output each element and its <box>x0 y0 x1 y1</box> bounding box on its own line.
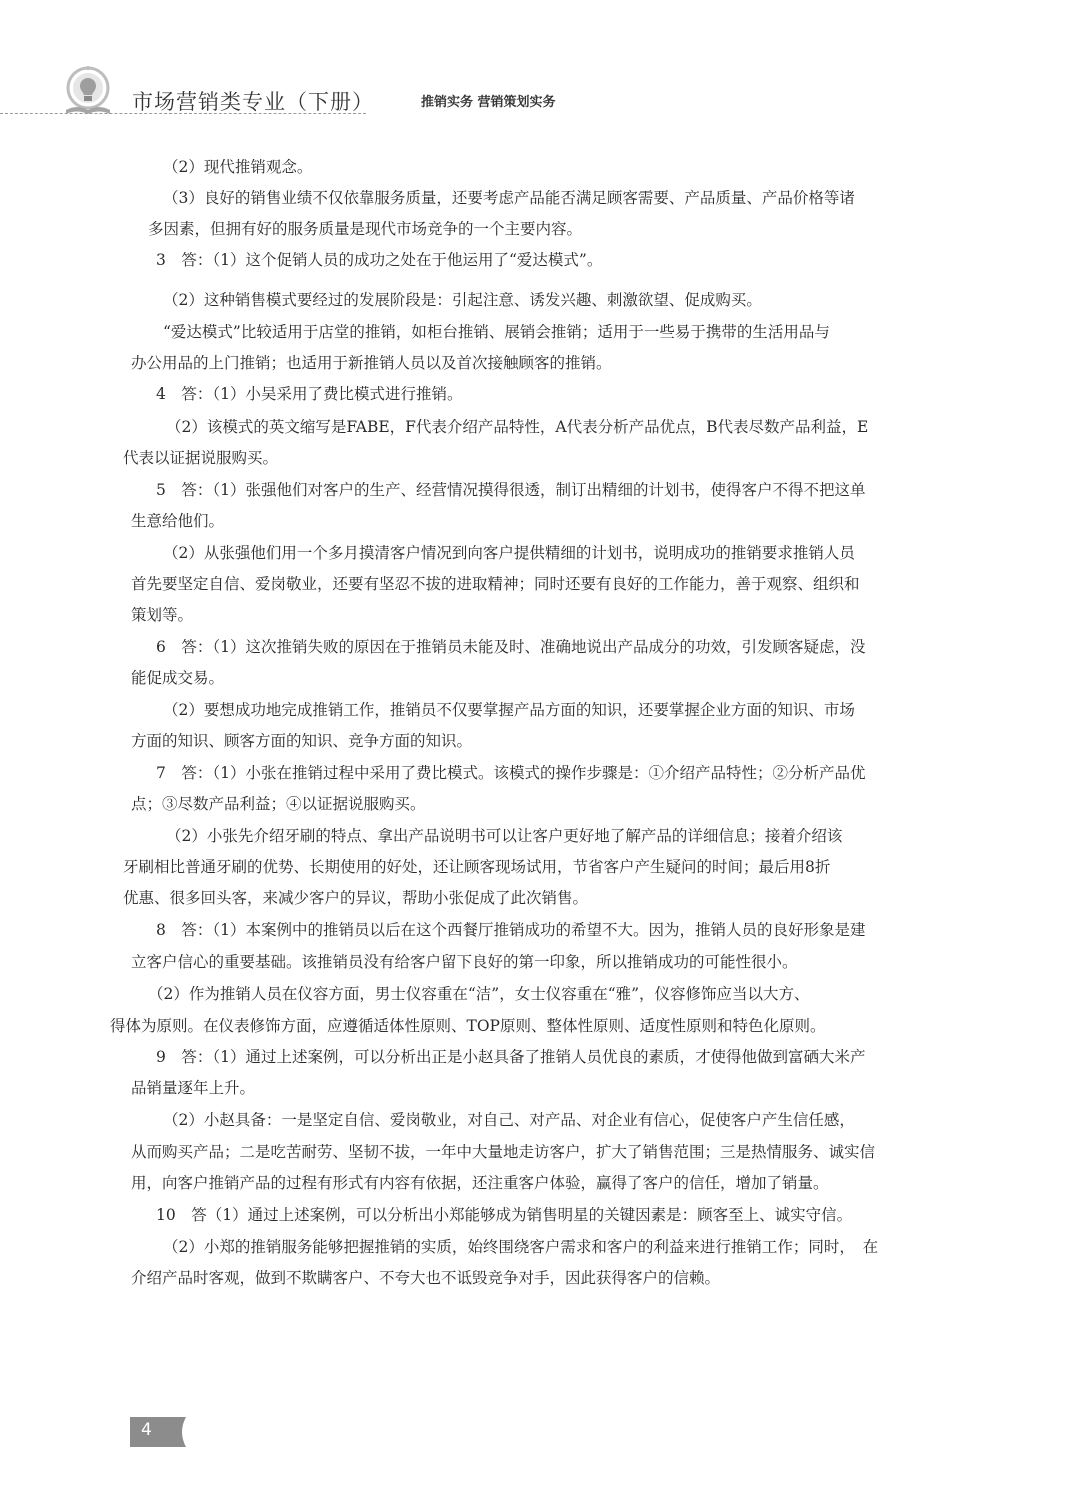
body-line: （2）小郑的推销服务能够把握推销的实质，始终围绕客户需求和客户的利益来进行推销工作；同时， 在 <box>163 1238 879 1256</box>
book-subtitle: 推销实务 营销策划实务 <box>421 95 556 110</box>
body-line: 生意给他们。 <box>131 512 225 530</box>
body-line: 首先要坚定自信、爱岗敬业，还要有坚忍不拔的进取精神；同时还要有良好的工作能力，善于观察、组织和 <box>131 575 860 593</box>
body-line: 6 答：（1）这次推销失败的原因在于推销员未能及时、准确地说出产品成分的功效，引发顾客疑虑，没 <box>156 638 866 656</box>
header-divider <box>0 113 366 114</box>
body-line: 方面的知识、顾客方面的知识、竞争方面的知识。 <box>131 732 473 750</box>
body-line: “爱达模式”比较适用于店堂的推销，如柜台推销、展销会推销；适用于一些易于携带的生活用品与 <box>163 323 830 341</box>
body-line: （2）该模式的英文缩写是FABE，F代表介绍产品特性，A代表分析产品优点，B代表尽数产品利益，E <box>166 418 869 436</box>
body-line: 得体为原则。在仪表修饰方面，应遵循适体性原则、TOP原则、整体性原则、适度性原则和特色化原则。 <box>110 1017 826 1035</box>
body-line: 品销量逐年上升。 <box>131 1079 256 1097</box>
body-line: 点；③尽数产品利益；④以证据说服购买。 <box>131 795 426 813</box>
body-line: 代表以证据说服购买。 <box>123 449 279 467</box>
body-line: （2）从张强他们用一个多月摸清客户情况到向客户提供精细的计划书，说明成功的推销要求推销人员 <box>163 544 855 562</box>
body-line: 从而购买产品；二是吃苦耐劳、坚韧不拔，一年中大量地走访客户，扩大了销售范围；三是热情服务、诚实信 <box>131 1143 876 1161</box>
page-header <box>54 62 556 120</box>
body-line: 能促成交易。 <box>131 669 225 687</box>
body-line: 4 答：（1）小吴采用了费比模式进行推销。 <box>156 385 463 403</box>
book-title: 市场营销类专业（下册） <box>132 90 374 114</box>
body-line: 3 答：（1）这个促销人员的成功之处在于他运用了“爱达模式”。 <box>156 251 603 269</box>
body-line: （2）这种销售模式要经过的发展阶段是：引起注意、诱发兴趣、刺激欲望、促成购买。 <box>163 291 762 309</box>
body-line: 用，向客户推销产品的过程有形式有内容有依据，还注重客户体验，赢得了客户的信任，增加了销量。 <box>131 1174 829 1192</box>
lightbulb-book-icon <box>60 66 116 118</box>
body-line: 优惠、很多回头客，来减少客户的异议，帮助小张促成了此次销售。 <box>123 889 589 907</box>
body-line: 牙刷相比普通牙刷的优势、长期使用的好处，还让顾客现场试用，节省客户产生疑问的时间；最后用8折 <box>123 858 831 876</box>
page-number-badge <box>128 1414 188 1450</box>
body-line: 策划等。 <box>131 606 194 624</box>
body-line: 10 答（1）通过上述案例，可以分析出小郑能够成为销售明星的关键因素是：顾客至上、诚实守信。 <box>156 1206 853 1224</box>
body-line: （2）小赵具备：一是坚定自信、爱岗敬业，对自己、对产品、对企业有信心，促使客户产生信任感， <box>163 1111 855 1129</box>
body-line: 5 答：（1）张强他们对客户的生产、经营情况摸得很透，制订出精细的计划书，使得客户不得不把这单 <box>156 481 866 499</box>
body-line: （3）良好的销售业绩不仅依靠服务质量，还要考虑产品能否满足顾客需要、产品质量、产品价格等诸 <box>163 189 855 207</box>
body-line: （2）小张先介绍牙刷的特点、拿出产品说明书可以让客户更好地了解产品的详细信息；接着介绍该 <box>166 827 843 845</box>
page-number: 4 <box>141 1420 152 1440</box>
body-line: 介绍产品时客观，做到不欺瞒客户、不夸大也不诋毁竞争对手，因此获得客户的信赖。 <box>131 1269 721 1287</box>
body-line: 办公用品的上门推销；也适用于新推销人员以及首次接触顾客的推销。 <box>131 354 612 372</box>
body-line: 多因素，但拥有好的服务质量是现代市场竞争的一个主要内容。 <box>148 220 583 238</box>
body-line: （2）要想成功地完成推销工作，推销员不仅要掌握产品方面的知识，还要掌握企业方面的知识、市场 <box>163 701 855 719</box>
body-line: 9 答：（1）通过上述案例，可以分析出正是小赵具备了推销人员优良的素质，才使得他做到富硒大米产 <box>156 1048 866 1066</box>
body-line: （2）作为推销人员在仪容方面，男士仪容重在“洁”，女士仪容重在“雅”，仪容修饰应当以大方、 <box>148 985 810 1003</box>
body-line: 8 答：（1）本案例中的推销员以后在这个西餐厅推销成功的希望不大。因为，推销人员的良好形象是建 <box>156 921 866 939</box>
body-line: （2）现代推销观念。 <box>163 158 313 176</box>
body-line: 7 答：（1）小张在推销过程中采用了费比模式。该模式的操作步骤是：①介绍产品特性；②分析产品优 <box>156 764 866 782</box>
body-line: 立客户信心的重要基础。该推销员没有给客户留下良好的第一印象，所以推销成功的可能性很小。 <box>131 953 798 971</box>
